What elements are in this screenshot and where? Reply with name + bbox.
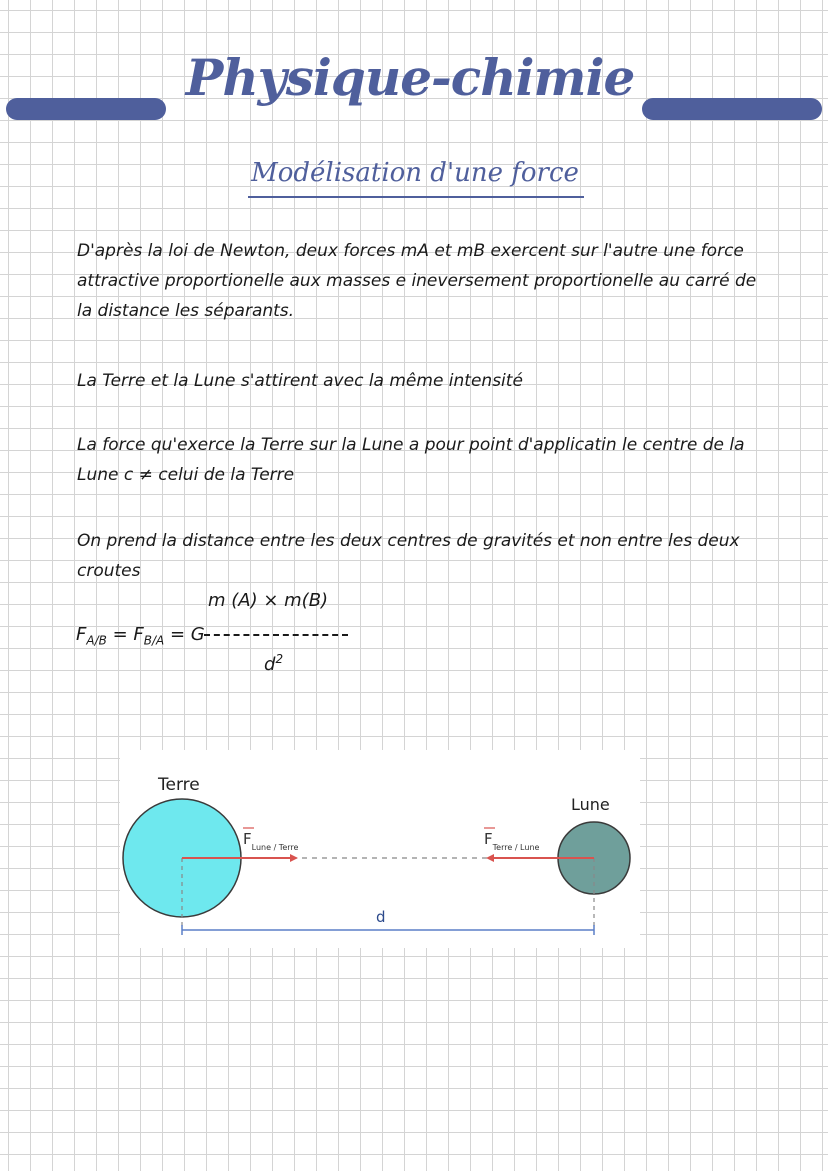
formula-sub-ba: B/A: [143, 633, 165, 648]
force-label-moon-on-earth: [243, 830, 299, 852]
force-label-earth-on-moon: [484, 830, 540, 852]
force-sub-1: Lune / Terre: [251, 843, 299, 852]
formula-left-side: [76, 624, 205, 648]
decorative-bar-left: [6, 98, 166, 120]
earth-moon-diagram: [120, 750, 640, 948]
moon-label: Lune: [571, 795, 610, 814]
formula-f2: F: [133, 624, 144, 645]
paragraph-same-intensity: La Terre et la Lune s'attirent avec la même intensité: [77, 371, 523, 391]
force-arrowhead-moon-on-earth: [290, 854, 298, 862]
paragraph-application-point: La force qu'exerce la Terre sur la Lune a pour point d'applicatin le centre de la Lune c ≠ celui de la Terre: [77, 435, 745, 485]
formula-eq: =: [106, 624, 134, 645]
formula-d: d: [264, 654, 276, 675]
decorative-bar-right: [642, 98, 822, 120]
earth-label: Terre: [158, 775, 200, 795]
formula-fraction-line: [204, 634, 348, 636]
formula-f1: F: [76, 624, 87, 645]
page-title: Physique-chimie: [185, 48, 635, 107]
force-symbol-2: F: [484, 830, 493, 848]
formula-g: = G: [164, 624, 205, 645]
page-subtitle: Modélisation d'une force: [251, 158, 579, 188]
formula-denominator: [264, 652, 283, 675]
formula-sub-ab: A/B: [86, 633, 107, 648]
distance-label: d: [376, 908, 386, 926]
formula-numerator: m (A) × m(B): [208, 590, 329, 611]
force-symbol-1: F: [243, 830, 252, 848]
paragraph-newton-law: D'après la loi de Newton, deux forces mA et mB exercent sur l'autre une force attractive proportionelle aux masses e ineversement proportionelle au carré de la distance les séparants.: [77, 241, 757, 321]
formula-exponent: 2: [275, 652, 284, 666]
force-sub-2: Terre / Lune: [492, 843, 540, 852]
subtitle-underline: [248, 196, 584, 198]
force-arrowhead-earth-on-moon: [486, 854, 494, 862]
paragraph-distance-centers: On prend la distance entre les deux centres de gravités et non entre les deux croutes: [77, 531, 740, 581]
diagram-svg: [120, 750, 640, 948]
